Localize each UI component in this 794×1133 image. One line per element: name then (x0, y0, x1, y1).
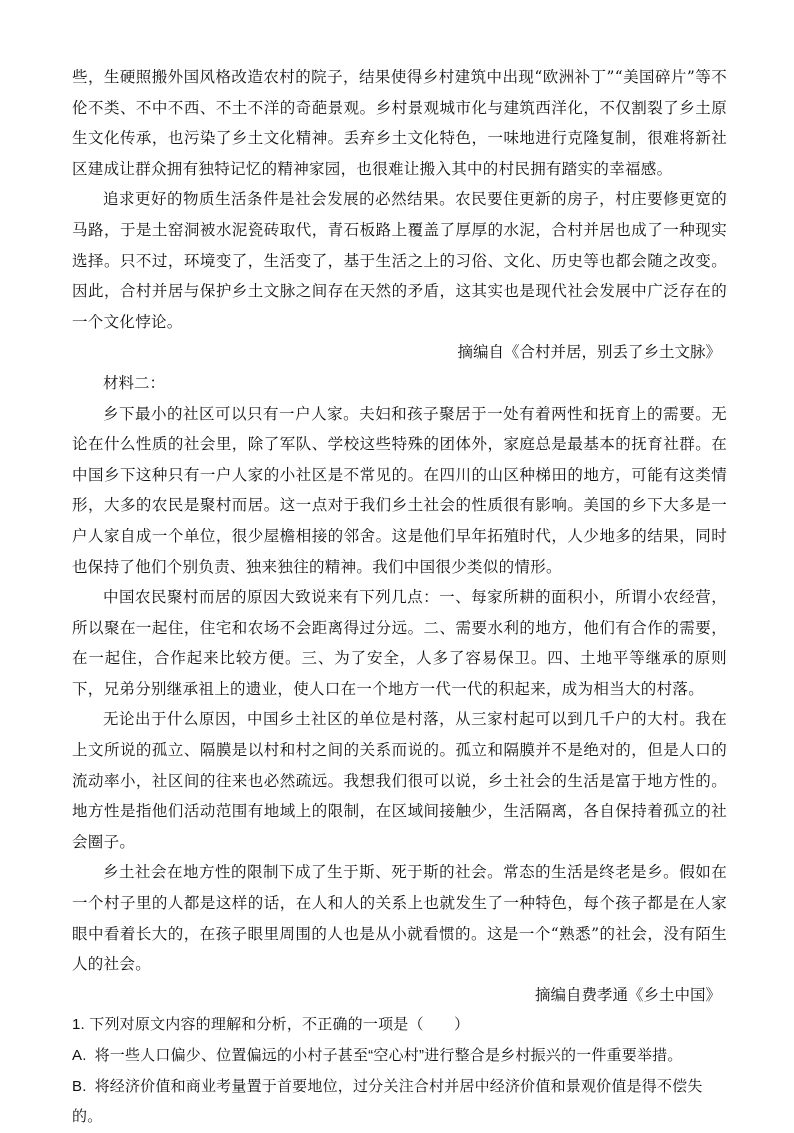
option-a-letter: A. (72, 1047, 87, 1064)
document-page (72, 62, 727, 1133)
question-1-option-a (72, 1041, 727, 1072)
material1-paragraph-2: 追求更好的物质生活条件是社会发展的必然结果。农民要住更新的房子，村庄要修更宽的马路，于是土窑洞被水泥瓷砖取代，青石板路上覆盖了厚厚的水泥，合村并居也成了一种现实选择。只不过，环境变了，生活变了，基于生活之上的习俗、文化、历史等也都会随之改变。因此，合村并居与保护乡土文脉之间存在天然的矛盾，这其实也是现代社会发展中广泛存在的一个文化悖论。 (72, 190, 727, 331)
option-b-text: 将经济价值和商业考量置于首要地位，过分关注合村并居中经济价值和景观价值是得不偿失的。 (72, 1077, 703, 1126)
question-1-stem: 1. 下列对原文内容的理解和分析，不正确的一项是（ ） (72, 1016, 470, 1034)
material2-source: 摘编自费孝通《乡土中国》 (534, 985, 721, 1004)
material2-paragraph-1: 乡下最小的社区可以只有一户人家。夫妇和孩子聚居于一处有着两性和抚育上的需要。无论在什么性质的社会里，除了军队、学校这些特殊的团体外，家庭总是最基本的抚育社群。在中国乡下这种只有一户人家的小社区是不常见的。在四川的山区种梯田的地方，可能有这类情形，大多的农民是聚村而居。这一点对于我们乡土社会的性质很有影响。美国的乡下大多是一户人家自成一个单位，很少屋檐相接的邻舍。这是他们早年拓殖时代，人少地多的结果，同时也保持了他们个别负责、独来独往的精神。我们中国很少类似的情形。 (72, 404, 727, 576)
option-b-letter: B. (72, 1077, 87, 1095)
material1-source: 摘编自《合村并居，别丢了乡土文脉》 (457, 343, 721, 362)
material2-paragraph-3: 无论出于什么原因，中国乡土社区的单位是村落，从三家村起可以到几千户的大村。我在上文所说的孤立、隔膜是以村和村之间的关系而说的。孤立和隔膜并不是绝对的，但是人口的流动率小，社区间的往来也必然疏远。我想我们很可以说，乡土社会的生活是富于地方性的。地方性是指他们活动范围有地域上的限制，在区域间接触少，生活隔离，各自保持着孤立的社会圈子。 (72, 710, 727, 851)
option-a-text: 将一些人口偏少、位置偏远的小村子甚至“空心村”进行整合是乡村振兴的一件重要举措。 (94, 1047, 683, 1064)
question-1-option-b (72, 1072, 727, 1133)
material2-paragraph-4: 乡土社会在地方性的限制下成了生于斯、死于斯的社会。常态的生活是终老是乡。假如在一个村子里的人都是这样的话，在人和人的关系上也就发生了一种特色，每个孩子都是在人家眼中看着长大的，在孩子眼里周围的人也是从小就看惯的。这是一个“熟悉”的社会，没有陌生人的社会。 (72, 863, 727, 974)
material1-paragraph-1: 些，生硬照搬外国风格改造农村的院子，结果使得乡村建筑中出现“欧洲补丁”“美国碎片”等不伦不类、不中不西、不土不洋的奇葩景观。乡村景观城市化与建筑西洋化，不仅割裂了乡土原生文化传承，也污染了乡土文化精神。丢弃乡土文化特色，一味地进行克隆复制，很难将新社区建成让群众拥有独特记忆的精神家园，也很难让搬入其中的村民拥有踏实的幸福感。 (72, 68, 727, 178)
material2-paragraph-2: 中国农民聚村而居的原因大致说来有下列几点：一、每家所耕的面积小，所谓小农经营，所以聚在一起住，住宅和农场不会距离得过分远。二、需要水利的地方，他们有合作的需要，在一起住，合作起来比较方便。三、为了安全，人多了容易保卫。四、土地平等继承的原则下，兄弟分别继承祖上的遗业，使人口在一个地方一代一代的积起来，成为相当大的村落。 (72, 588, 727, 698)
material2-label: 材料二： (103, 373, 166, 392)
